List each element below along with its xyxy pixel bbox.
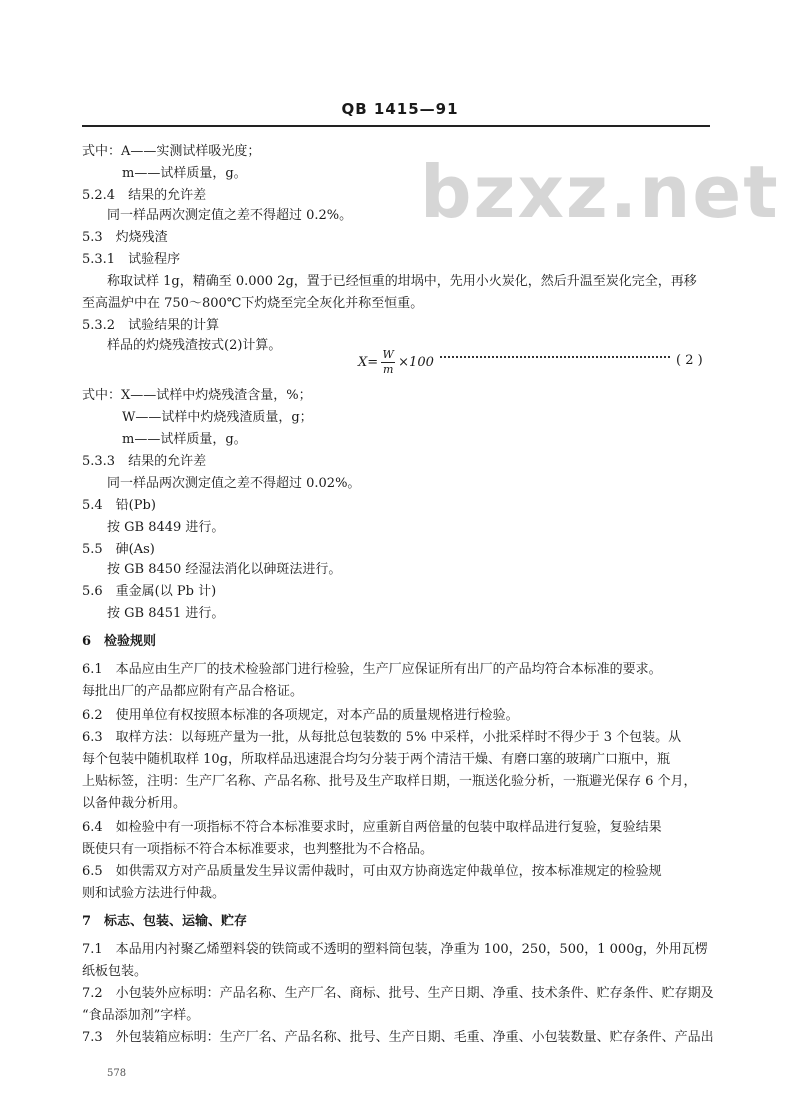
para-6-3-line2: 每个包装中随机取样 10g，所取样品迅速混合均匀分装于两个清洁干燥、有磨口塞的玻璃广口瓶中，瓶 <box>82 752 670 767</box>
section-5-2-4: 5.2.4 结果的允许差 <box>82 188 207 203</box>
para-5-5: 按 GB 8450 经湿法消化以砷斑法进行。 <box>107 562 342 577</box>
section-5-5: 5.5 砷(As) <box>82 542 155 557</box>
formula-lhs: X= <box>358 355 379 370</box>
para-7-3-line1: 7.3 外包装箱应标明：生产厂名、产品名称、批号、生产日期、毛重、净重、小包装数量、贮存条件、产品出 <box>82 1030 714 1045</box>
para-6-2: 6.2 使用单位有权按照本标准的各项规定，对本产品的质量规格进行检验。 <box>82 708 519 723</box>
section-5-3-3: 5.3.3 结果的允许差 <box>82 454 207 469</box>
header-rule <box>82 125 710 127</box>
formula-fraction <box>381 348 395 377</box>
section-6-heading: 6 检验规则 <box>82 634 157 649</box>
section-7-heading: 7 标志、包装、运输、贮存 <box>82 914 248 929</box>
para-5-2-4: 同一样品两次测定值之差不得超过 0.2%。 <box>107 208 353 223</box>
para-7-2-line2: “食品添加剂”字样。 <box>82 1008 200 1023</box>
para-5-3-3: 同一样品两次测定值之差不得超过 0.02%。 <box>107 476 361 491</box>
para-6-5-line1: 6.5 如供需双方对产品质量发生异议需仲裁时，可由双方协商选定仲裁单位，按本标准规定的检验规 <box>82 864 662 879</box>
para-5-3-2: 样品的灼烧残渣按式(2)计算。 <box>107 338 282 353</box>
para-6-3-line3: 上贴标签，注明：生产厂名称、产品名称、批号及生产取样日期，一瓶送化验分析，一瓶避光保存 6 个月， <box>82 774 697 789</box>
standard-number: QB 1415—91 <box>341 100 459 118</box>
section-5-3-2: 5.3.2 试验结果的计算 <box>82 318 220 333</box>
formula-rhs: ×100 <box>398 355 434 370</box>
formula-2 <box>358 348 434 377</box>
where-x: 式中：X——试样中灼烧残渣含量，%； <box>82 388 312 403</box>
para-6-3-line1: 6.3 取样方法：以每班产量为一批，从每批总包装数的 5% 中采样，小批采样时不得少于 3 个包装。从 <box>82 730 682 745</box>
section-5-4: 5.4 铅(Pb) <box>82 498 156 513</box>
formula-numerator: W <box>382 348 394 361</box>
section-5-6: 5.6 重金属(以 Pb 计) <box>82 584 217 599</box>
para-6-5-line2: 则和试验方法进行仲裁。 <box>82 886 226 901</box>
para-6-3-line4: 以备仲裁分析用。 <box>82 796 187 811</box>
para-6-1-line1: 6.1 本品应由生产厂的技术检验部门进行检验，生产厂应保证所有出厂的产品均符合本标准的要求。 <box>82 662 662 677</box>
section-5-3: 5.3 灼烧残渣 <box>82 230 168 245</box>
where-m: m——试样质量，g。 <box>122 166 247 181</box>
where-a: 式中：A——实测试样吸光度； <box>82 144 261 159</box>
para-5-3-1-line1: 称取试样 1g，精确至 0.000 2g，置于已经恒重的坩埚中，先用小火炭化，然后升温至炭化完全，再移 <box>107 274 697 289</box>
para-6-4-line2: 既使只有一项指标不符合本标准要求，也判整批为不合格品。 <box>82 842 434 857</box>
para-7-1-line1: 7.1 本品用内衬聚乙烯塑料袋的铁筒或不透明的塑料筒包装，净重为 100，250，500，1 000g，外用瓦楞 <box>82 942 708 957</box>
para-5-3-1-line2: 至高温炉中在 750～800℃下灼烧至完全灰化并称至恒重。 <box>82 296 424 311</box>
para-7-2-line1: 7.2 小包装外应标明：产品名称、生产厂名、商标、批号、生产日期、净重、技术条件、贮存条件、贮存期及 <box>82 986 714 1001</box>
para-5-4: 按 GB 8449 进行。 <box>107 520 225 535</box>
para-6-1-line2: 每批出厂的产品都应附有产品合格证。 <box>82 684 304 699</box>
formula-leader-dots <box>440 356 670 358</box>
where-w: W——试样中灼烧残渣质量，g； <box>122 410 313 425</box>
section-5-3-1: 5.3.1 试验程序 <box>82 252 181 267</box>
where-m-2: m——试样质量，g。 <box>122 432 247 447</box>
para-6-4-line1: 6.4 如检验中有一项指标不符合本标准要求时，应重新自两倍量的包装中取样品进行复验，复验结果 <box>82 820 662 835</box>
watermark: bzxz.net <box>420 150 780 234</box>
formula-denominator: m <box>382 363 394 376</box>
equation-number: ( 2 ) <box>676 353 703 368</box>
page-number: 578 <box>107 1068 127 1079</box>
para-5-6: 按 GB 8451 进行。 <box>107 606 225 621</box>
para-7-1-line2: 纸板包装。 <box>82 964 148 979</box>
